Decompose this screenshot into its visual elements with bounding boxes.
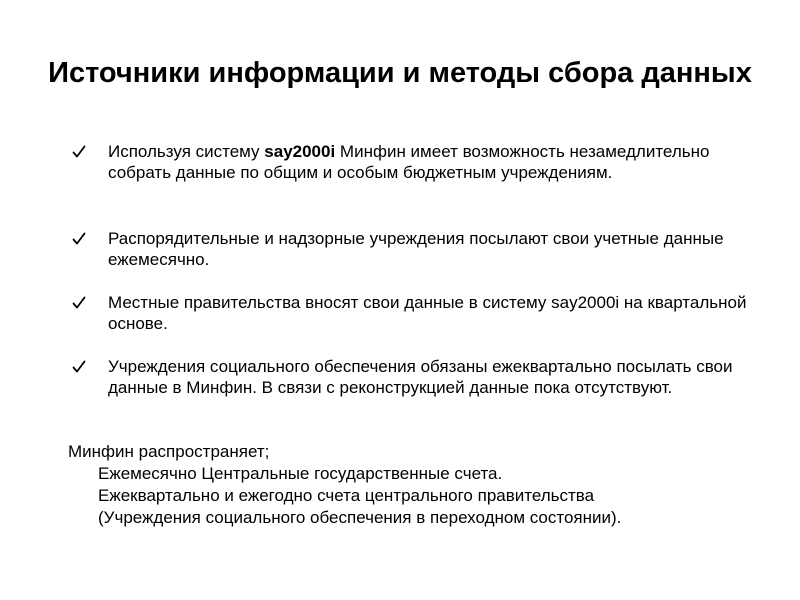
checkmark-icon: [72, 145, 86, 159]
distribution-heading: Минфин распространяет;: [68, 442, 270, 461]
distribution-line-1: Ежемесячно Центральные государственные счета.: [98, 464, 503, 483]
bullet-text-3: Местные правительства вносят свои данные в систему say2000i на квартальной основе.: [108, 293, 747, 333]
distribution-block: [68, 441, 768, 529]
slide-title: Источники информации и методы сбора данных: [48, 57, 752, 89]
bullet-text-2: Распорядительные и надзорные учреждения посылают свои учетные данные ежемесячно.: [108, 229, 724, 269]
checkmark-icon: [72, 296, 86, 310]
system-name: say2000i: [264, 142, 336, 161]
checkmark-icon: [72, 360, 86, 374]
bullet-item-4: [72, 356, 752, 398]
bullet-text-1-start: Используя систему: [108, 142, 265, 161]
checkmark-icon: [72, 232, 86, 246]
bullet-text-4: Учреждения социального обеспечения обязаны ежеквартально посылать свои данные в Минфин. В связи с реконструкцией данные пока отсутствуют.: [108, 357, 733, 397]
bullet-item-1: [72, 141, 752, 183]
bullet-text-1: [108, 141, 752, 183]
bullet-item-2: [72, 228, 752, 270]
distribution-line-3: (Учреждения социального обеспечения в переходном состоянии).: [98, 508, 622, 527]
bullet-item-3: [72, 292, 752, 334]
distribution-line-2: Ежеквартально и ежегодно счета центрального правительства: [98, 486, 595, 505]
bullet-text-1-end: Минфин имеет возможность незамедлительно собрать данные по общим и особым бюджетным учреждениям.: [108, 142, 710, 182]
